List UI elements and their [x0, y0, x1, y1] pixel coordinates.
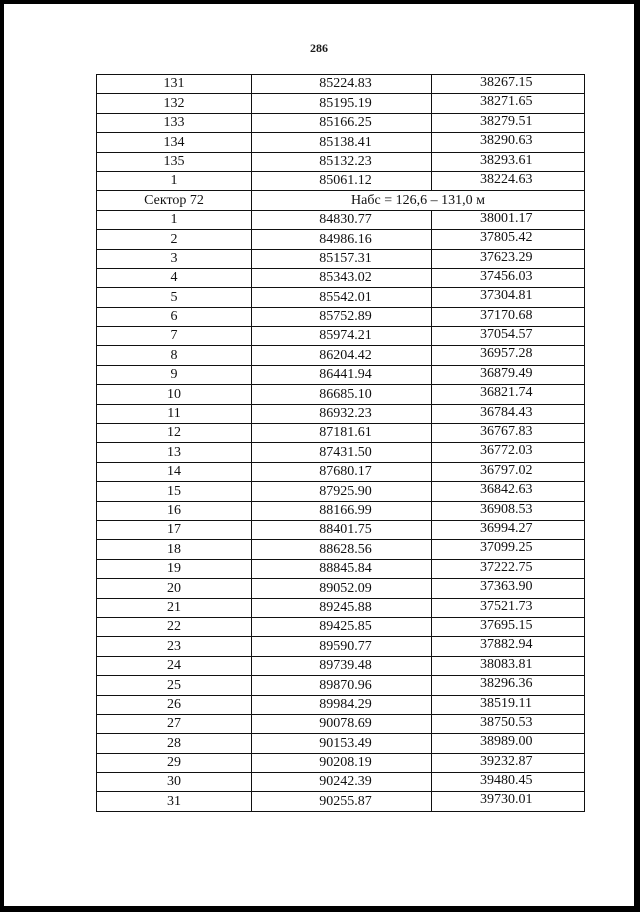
sector-label: Сектор 72 — [97, 191, 252, 210]
y-coordinate-cell: 37304.81 — [432, 288, 585, 307]
table-row — [97, 385, 585, 404]
y-coordinate-cell: 38519.11 — [432, 695, 585, 714]
point-number-cell: 17 — [97, 520, 252, 539]
y-coordinate-cell: 38296.36 — [432, 676, 585, 695]
x-coordinate-cell: 90153.49 — [252, 734, 432, 753]
table-row — [97, 327, 585, 346]
table-row — [97, 249, 585, 268]
point-number-cell: 28 — [97, 734, 252, 753]
x-coordinate-cell: 87181.61 — [252, 424, 432, 443]
x-coordinate-cell: 85157.31 — [252, 249, 432, 268]
x-coordinate-cell: 86204.42 — [252, 346, 432, 365]
y-coordinate-cell: 38750.53 — [432, 714, 585, 733]
x-coordinate-cell: 89739.48 — [252, 656, 432, 675]
y-coordinate-cell: 38267.15 — [432, 75, 585, 94]
x-coordinate-cell: 85343.02 — [252, 268, 432, 287]
x-coordinate-cell: 85752.89 — [252, 307, 432, 326]
y-coordinate-cell: 37222.75 — [432, 559, 585, 578]
y-coordinate-cell: 38279.51 — [432, 113, 585, 132]
point-number-cell: 14 — [97, 462, 252, 481]
table-row — [97, 75, 585, 94]
table-row — [97, 133, 585, 152]
x-coordinate-cell: 86685.10 — [252, 385, 432, 404]
table-row — [97, 404, 585, 423]
x-coordinate-cell: 89052.09 — [252, 579, 432, 598]
x-coordinate-cell: 85138.41 — [252, 133, 432, 152]
x-coordinate-cell: 90255.87 — [252, 792, 432, 811]
coordinates-table — [96, 74, 585, 812]
point-number-cell: 29 — [97, 753, 252, 772]
x-coordinate-cell: 87680.17 — [252, 462, 432, 481]
y-coordinate-cell: 36957.28 — [432, 346, 585, 365]
y-coordinate-cell: 36797.02 — [432, 462, 585, 481]
table-row — [97, 617, 585, 636]
x-coordinate-cell: 85195.19 — [252, 94, 432, 113]
y-coordinate-cell: 37695.15 — [432, 617, 585, 636]
y-coordinate-cell: 39480.45 — [432, 773, 585, 792]
table-row — [97, 424, 585, 443]
x-coordinate-cell: 90208.19 — [252, 753, 432, 772]
point-number-cell: 134 — [97, 133, 252, 152]
point-number-cell: 18 — [97, 540, 252, 559]
point-number-cell: 6 — [97, 307, 252, 326]
x-coordinate-cell: 88628.56 — [252, 540, 432, 559]
x-coordinate-cell: 85224.83 — [252, 75, 432, 94]
x-coordinate-cell: 85061.12 — [252, 171, 432, 190]
point-number-cell: 10 — [97, 385, 252, 404]
x-coordinate-cell: 87925.90 — [252, 482, 432, 501]
table-row — [97, 365, 585, 384]
table-row — [97, 501, 585, 520]
table-row — [97, 792, 585, 811]
y-coordinate-cell: 36994.27 — [432, 520, 585, 539]
y-coordinate-cell: 37882.94 — [432, 637, 585, 656]
top-rows — [97, 75, 585, 191]
point-number-cell: 7 — [97, 327, 252, 346]
point-number-cell: 1 — [97, 171, 252, 190]
table-row — [97, 346, 585, 365]
point-number-cell: 9 — [97, 365, 252, 384]
y-coordinate-cell: 37170.68 — [432, 307, 585, 326]
table-row — [97, 268, 585, 287]
point-number-cell: 16 — [97, 501, 252, 520]
sector-header — [97, 191, 585, 210]
point-number-cell: 13 — [97, 443, 252, 462]
table-row — [97, 482, 585, 501]
x-coordinate-cell: 89425.85 — [252, 617, 432, 636]
y-coordinate-cell: 37363.90 — [432, 579, 585, 598]
table-row — [97, 676, 585, 695]
document-page — [4, 4, 634, 906]
y-coordinate-cell: 36879.49 — [432, 365, 585, 384]
x-coordinate-cell: 88845.84 — [252, 559, 432, 578]
table-row — [97, 520, 585, 539]
point-number-cell: 30 — [97, 773, 252, 792]
y-coordinate-cell: 37099.25 — [432, 540, 585, 559]
y-coordinate-cell: 38083.81 — [432, 656, 585, 675]
point-number-cell: 24 — [97, 656, 252, 675]
y-coordinate-cell: 38271.65 — [432, 94, 585, 113]
point-number-cell: 2 — [97, 230, 252, 249]
y-coordinate-cell: 38989.00 — [432, 734, 585, 753]
sector-elevation: Набс = 126,6 – 131,0 м — [252, 191, 585, 210]
point-number-cell: 3 — [97, 249, 252, 268]
table-row — [97, 462, 585, 481]
point-number-cell: 133 — [97, 113, 252, 132]
point-number-cell: 132 — [97, 94, 252, 113]
point-number-cell: 1 — [97, 210, 252, 229]
point-number-cell: 12 — [97, 424, 252, 443]
y-coordinate-cell: 37054.57 — [432, 327, 585, 346]
table-row — [97, 152, 585, 171]
table-row — [97, 559, 585, 578]
table-row — [97, 773, 585, 792]
x-coordinate-cell: 88166.99 — [252, 501, 432, 520]
x-coordinate-cell: 86932.23 — [252, 404, 432, 423]
x-coordinate-cell: 85974.21 — [252, 327, 432, 346]
x-coordinate-cell: 88401.75 — [252, 520, 432, 539]
point-number-cell: 20 — [97, 579, 252, 598]
x-coordinate-cell: 86441.94 — [252, 365, 432, 384]
table-row — [97, 443, 585, 462]
table-row — [97, 307, 585, 326]
x-coordinate-cell: 89984.29 — [252, 695, 432, 714]
x-coordinate-cell: 87431.50 — [252, 443, 432, 462]
x-coordinate-cell: 89590.77 — [252, 637, 432, 656]
y-coordinate-cell: 37456.03 — [432, 268, 585, 287]
point-number-cell: 25 — [97, 676, 252, 695]
table-row — [97, 288, 585, 307]
y-coordinate-cell: 36821.74 — [432, 385, 585, 404]
table-row — [97, 94, 585, 113]
x-coordinate-cell: 89870.96 — [252, 676, 432, 695]
table-row — [97, 714, 585, 733]
y-coordinate-cell: 37805.42 — [432, 230, 585, 249]
point-number-cell: 27 — [97, 714, 252, 733]
x-coordinate-cell: 84830.77 — [252, 210, 432, 229]
y-coordinate-cell: 38293.61 — [432, 152, 585, 171]
table-row — [97, 656, 585, 675]
table-row — [97, 637, 585, 656]
y-coordinate-cell: 38001.17 — [432, 210, 585, 229]
y-coordinate-cell: 36767.83 — [432, 424, 585, 443]
y-coordinate-cell: 36772.03 — [432, 443, 585, 462]
table-row — [97, 695, 585, 714]
x-coordinate-cell: 85132.23 — [252, 152, 432, 171]
point-number-cell: 19 — [97, 559, 252, 578]
table-row — [97, 540, 585, 559]
y-coordinate-cell: 37623.29 — [432, 249, 585, 268]
y-coordinate-cell: 39232.87 — [432, 753, 585, 772]
point-number-cell: 22 — [97, 617, 252, 636]
table-row — [97, 579, 585, 598]
table-row — [97, 171, 585, 190]
page-number: 286 — [310, 41, 328, 55]
x-coordinate-cell: 89245.88 — [252, 598, 432, 617]
table-row — [97, 113, 585, 132]
x-coordinate-cell: 90242.39 — [252, 773, 432, 792]
point-number-cell: 135 — [97, 152, 252, 171]
y-coordinate-cell: 36908.53 — [432, 501, 585, 520]
y-coordinate-cell: 36784.43 — [432, 404, 585, 423]
point-number-cell: 5 — [97, 288, 252, 307]
point-number-cell: 4 — [97, 268, 252, 287]
y-coordinate-cell: 38224.63 — [432, 171, 585, 190]
point-number-cell: 21 — [97, 598, 252, 617]
point-number-cell: 11 — [97, 404, 252, 423]
table-row — [97, 734, 585, 753]
sector-rows — [97, 210, 585, 811]
table-row — [97, 598, 585, 617]
y-coordinate-cell: 38290.63 — [432, 133, 585, 152]
x-coordinate-cell: 84986.16 — [252, 230, 432, 249]
y-coordinate-cell: 36842.63 — [432, 482, 585, 501]
x-coordinate-cell: 85166.25 — [252, 113, 432, 132]
y-coordinate-cell: 39730.01 — [432, 792, 585, 811]
point-number-cell: 15 — [97, 482, 252, 501]
point-number-cell: 131 — [97, 75, 252, 94]
point-number-cell: 26 — [97, 695, 252, 714]
table-row — [97, 753, 585, 772]
sector-header-row — [97, 191, 585, 210]
y-coordinate-cell: 37521.73 — [432, 598, 585, 617]
point-number-cell: 8 — [97, 346, 252, 365]
x-coordinate-cell: 90078.69 — [252, 714, 432, 733]
point-number-cell: 23 — [97, 637, 252, 656]
x-coordinate-cell: 85542.01 — [252, 288, 432, 307]
point-number-cell: 31 — [97, 792, 252, 811]
table-row — [97, 210, 585, 229]
table-row — [97, 230, 585, 249]
